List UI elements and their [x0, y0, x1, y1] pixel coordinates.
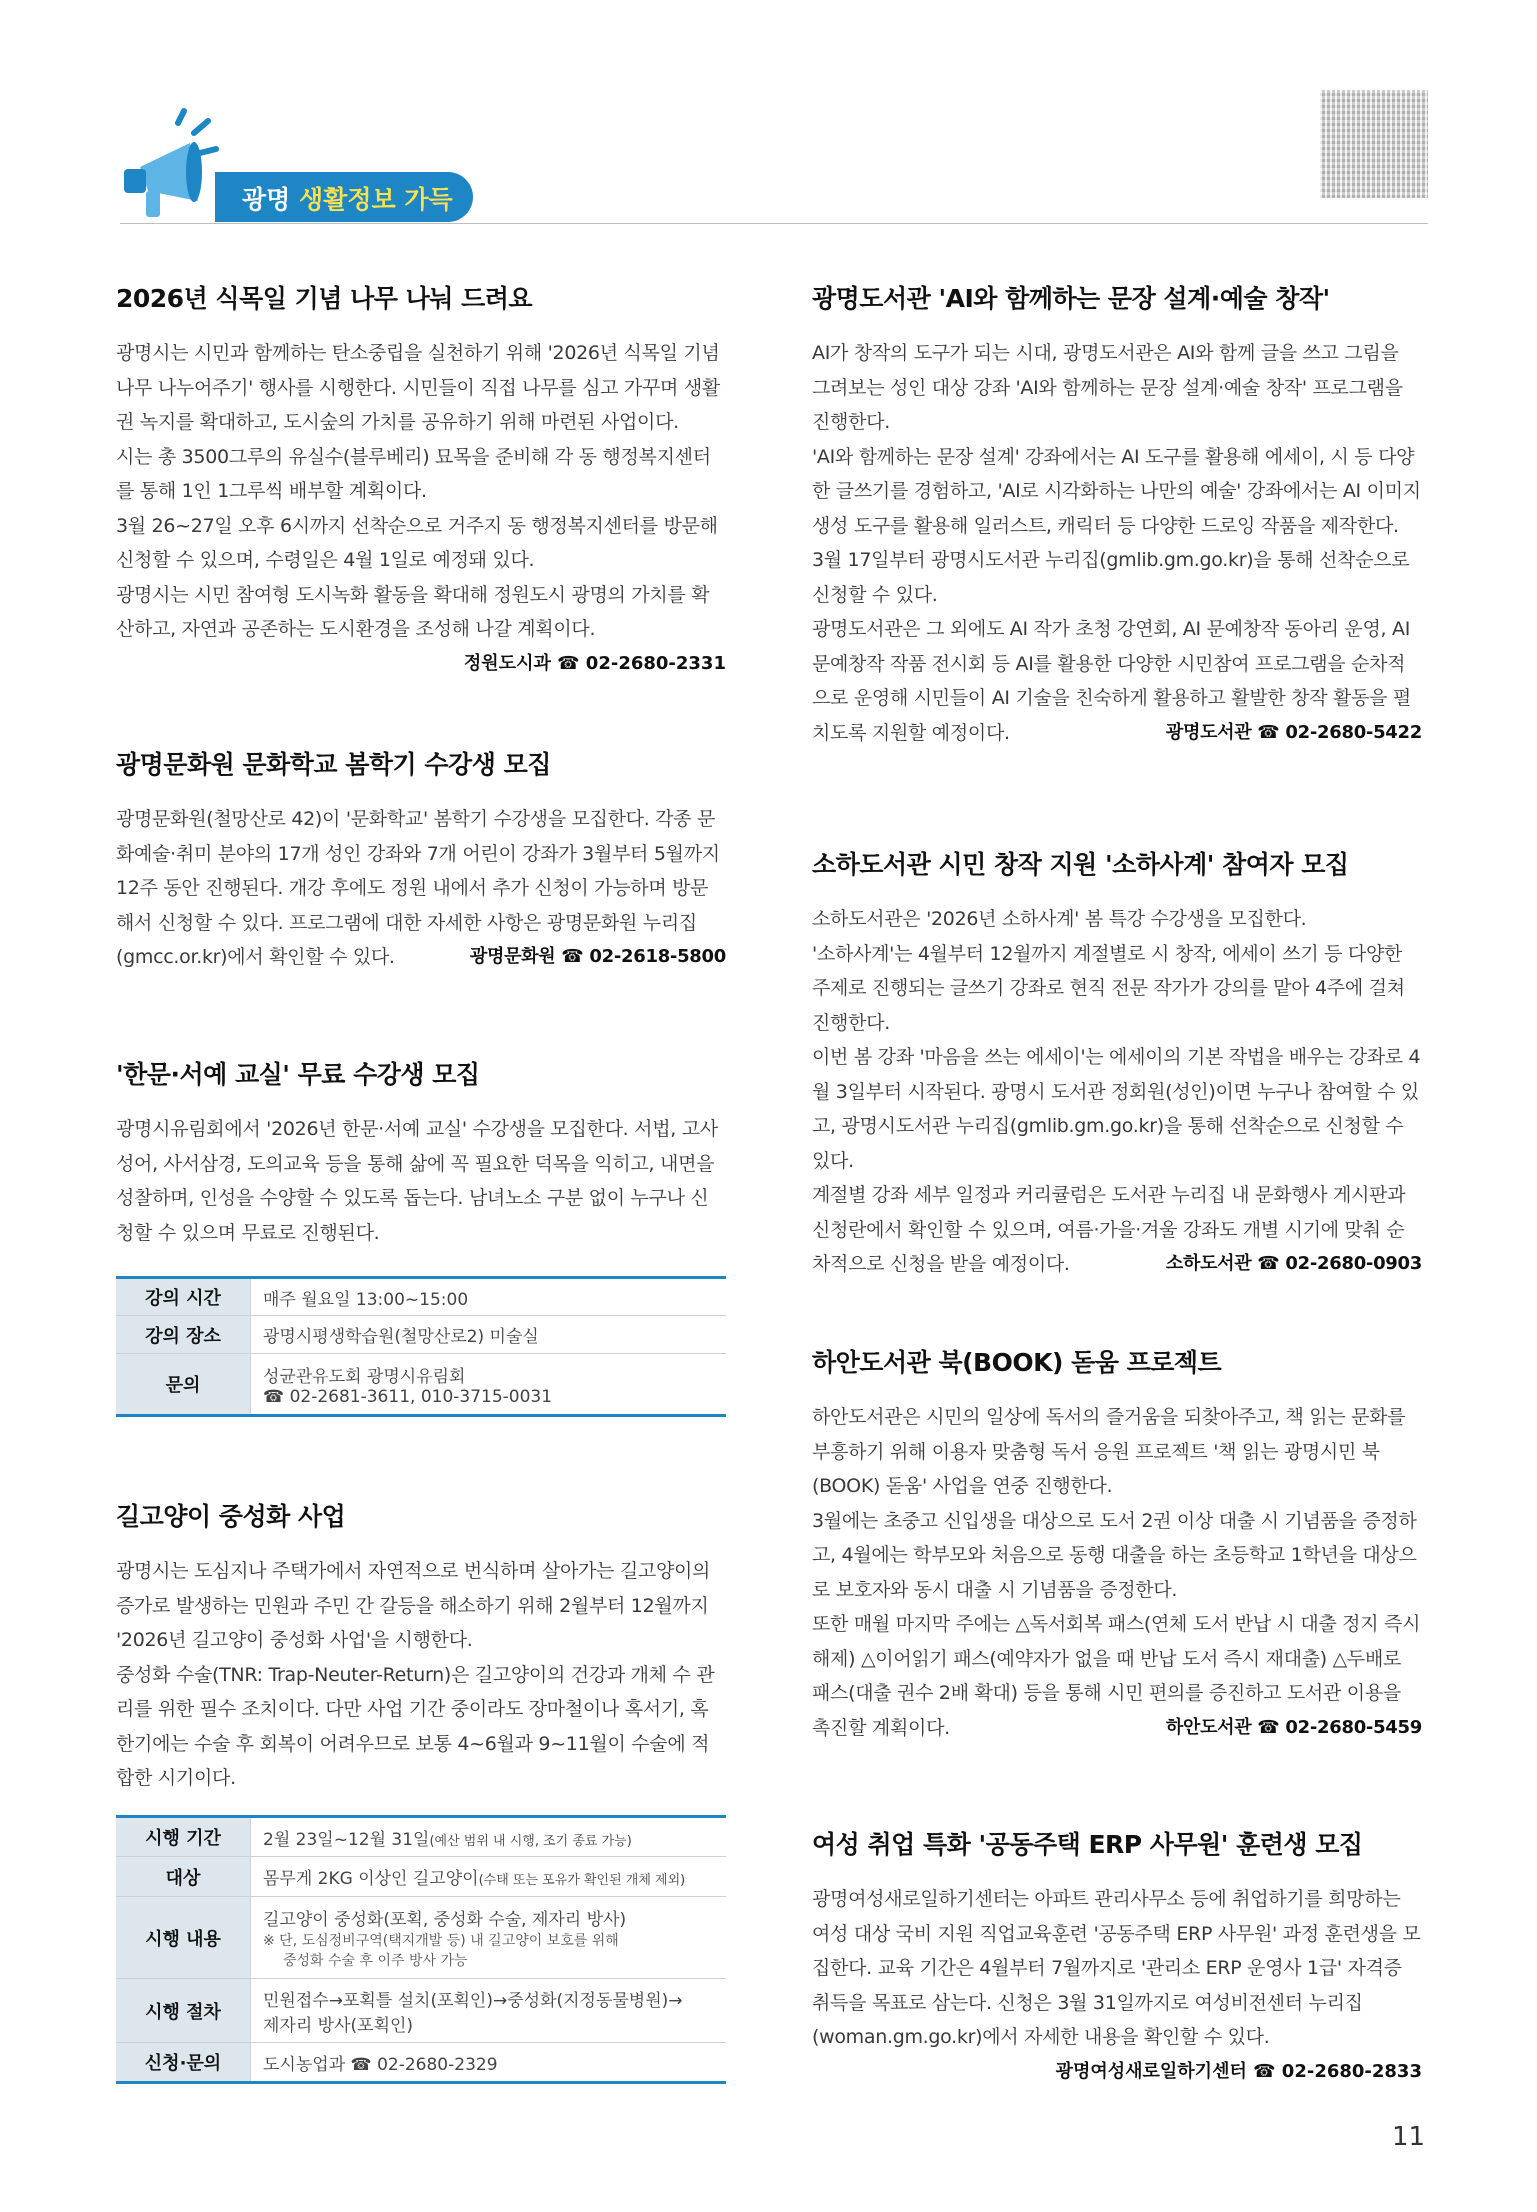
page-number: 11: [1392, 2122, 1426, 2152]
article-paragraph: 3월에는 초중고 신입생을 대상으로 도서 2권 이상 대출 시 기념품을 증정하고, 4월에는 학부모와 처음으로 동행 대출을 하는 초등학교 1학년을 대상으로 보호자와 동시 대출 시 기념품을 증정한다.: [812, 1509, 1417, 1601]
table-value-text: 2월 23일~12월 31일: [263, 1829, 430, 1850]
table-key: 강의 시간: [116, 1278, 251, 1316]
stray-cat-info-table: [116, 1815, 726, 2084]
article-paragraph: 광명시는 시민 참여형 도시녹화 활동을 확대해 정원도시 광명의 가치를 확산하고, 자연과 공존하는 도시환경을 조성해 나갈 계획이다.: [116, 583, 710, 640]
article-paragraph: 광명시유림회에서 '2026년 한문·서예 교실' 수강생을 모집한다. 서법, 고사성어, 사서삼경, 도의교육 등을 통해 삶에 꼭 필요한 덕목을 익히고, 내면을 성찰하며, 인성을 수양할 수 있도록 돕는다. 남녀노소 구분 없이 누구나 신청할 수 있으며 무료로 진행된다.: [116, 1118, 718, 1244]
table-value: [251, 1817, 727, 1857]
table-value-line: 성균관유도회 광명시유림회: [263, 1366, 466, 1387]
article-paragraph: 하안도서관은 시민의 일상에 독서의 즐거움을 되찾아주고, 책 읽는 문화를 부흥하기 위해 이용자 맞춤형 독서 응원 프로젝트 '책 읽는 광명시민 북(BOOK) 돋움' 사업을 연중 진행한다.: [812, 1406, 1406, 1497]
calligraphy-info-table: [116, 1276, 726, 1417]
article-paragraph: 3월 17일부터 광명시도서관 누리집(gmlib.gm.go.kr)을 통해 선착순으로 신청할 수 있다.: [812, 549, 1410, 606]
article-paragraph: 계절별 강좌 세부 일정과 커리큘럼은 도서관 누리집 내 문화행사 게시판과 신청란에서 확인할 수 있으며, 여름·가을·겨울 강좌도 개별 시기에 맞춰 순차적으로 신청을 받을 예정이다.: [812, 1184, 1406, 1275]
table-value-line: 길고양이 중성화(포획, 중성화 수술, 제자리 방사): [263, 1910, 627, 1930]
article-arbor-day: [116, 282, 726, 681]
table-value: [251, 1857, 727, 1897]
table-value: 도시농업과 ☎ 02-2680-2329: [251, 2043, 727, 2083]
header-divider: [120, 223, 1428, 224]
section-header: 광명 생활정보 가득: [242, 185, 453, 214]
table-value-line: 제자리 방사(포획인): [263, 2015, 414, 2036]
article-culture-school: [116, 748, 726, 975]
article-paragraph: 광명시는 시민과 함께하는 탄소중립을 실천하기 위해 '2026년 식목일 기념 나무 나누어주기' 행사를 시행한다. 시민들이 직접 나무를 심고 가꾸며 생활권 녹지를 확대하고, 도시숲의 가치를 공유하기 위해 마련된 사업이다.: [116, 342, 720, 433]
table-key: 시행 내용: [116, 1897, 251, 1979]
table-value: 광명시평생학습원(철망산로2) 미술실: [251, 1316, 727, 1354]
article-paragraph: 또한 매월 마지막 주에는 △독서회복 패스(연체 도서 반납 시 대출 정지 즉시 해제) △이어읽기 패스(예약자가 없을 때 반납 도서 즉시 재대출) △두배로 패스(대출 권수 2배 확대) 등을 통해 시민 편의를 증진하고 도서관 이용을 촉진할 계획이다.: [812, 1613, 1421, 1739]
contact-info: 정원도시과 ☎ 02-2680-2331: [463, 652, 726, 674]
article-paragraph: 3월 26~27일 오후 6시까지 선착순으로 거주지 동 행정복지센터를 방문해 신청할 수 있으며, 수령일은 4월 1일로 예정돼 있다.: [116, 514, 718, 571]
article-paragraph: AI가 창작의 도구가 되는 시대, 광명도서관은 AI와 함께 글을 쓰고 그림을 그려보는 성인 대상 강좌 'AI와 함께하는 문장 설계·예술 창작' 프로그램을 진행한다.: [812, 342, 1403, 433]
table-key: 문의: [116, 1354, 251, 1416]
article-title: '한문·서예 교실' 무료 수강생 모집: [116, 1060, 480, 1089]
article-paragraph: 광명문화원(철망산로 42)이 '문화학교' 봄학기 수강생을 모집한다. 각종 문화예술·취미 분야의 17개 성인 강좌와 7개 어린이 강좌가 3월부터 5월까지 12주 동안 진행된다. 개강 후에도 정원 내에서 추가 신청이 가능하며 방문해서 신청할 수 있다. 프로그램에 대한 자세한 사항은 광명문화원 누리집(gmcc.or.kr)에서 확인할 수 있다.: [116, 808, 720, 968]
article-soha-seasons: [812, 848, 1422, 1282]
article-paragraph: 시는 총 3500그루의 유실수(블루베리) 묘목을 준비해 각 동 행정복지센터를 통해 1인 1그루씩 배부할 계획이다.: [116, 445, 711, 502]
article-paragraph: 이번 봄 강좌 '마음을 쓰는 에세이'는 에세이의 기본 작법을 배우는 강좌로 4월 3일부터 시작된다. 광명시 도서관 정회원(성인)이면 누구나 참여할 수 있고, 광명시도서관 누리집(gmlib.gm.go.kr)을 통해 선착순으로 신청할 수 있다.: [812, 1046, 1421, 1172]
table-value: [251, 1897, 727, 1979]
article-title: 소하도서관 시민 창작 지원 '소하사계' 참여자 모집: [812, 850, 1349, 879]
article-title: 하안도서관 북(BOOK) 돋움 프로젝트: [812, 1348, 1222, 1377]
table-value-note: (수태 또는 포유가 확인된 개체 제외): [478, 1873, 686, 1888]
table-value-text: 몸무게 2KG 이상인 길고양이: [263, 1869, 479, 1889]
table-value-note: 중성화 수술 후 이주 방사 가능: [283, 1953, 468, 1969]
article-title: 광명도서관 'AI와 함께하는 문장 설계·예술 창작': [812, 284, 1330, 313]
article-stray-cats: [116, 1500, 726, 1796]
table-value: 매주 월요일 13:00~15:00: [251, 1278, 727, 1316]
table-value-note: ※ 단, 도심정비구역(택지개발 등) 내 길고양이 보호를 위해: [263, 1933, 619, 1949]
article-paragraph: 광명도서관은 그 외에도 AI 작가 초청 강연회, AI 문예창작 동아리 운영, AI 문예창작 작품 전시회 등 AI를 활용한 다양한 시민참여 프로그램을 순차적으로 운영해 시민들이 AI 기술을 친숙하게 활용하고 활발한 창작 활동을 펼치도록 지원할 예정이다.: [812, 618, 1411, 744]
article-paragraph: 중성화 수술(TNR: Trap-Neuter-Return)은 길고양이의 건강과 개체 수 관리를 위한 필수 조치이다. 다만 사업 기간 중이라도 장마철이나 혹서기, 혹한기에는 수술 후 회복이 어려우므로 보통 4~6월과 9~11월이 수술에 적합한 시기이다.: [116, 1663, 715, 1789]
article-paragraph: 소하도서관은 '2026년 소하사계' 봄 특강 수강생을 모집한다.: [812, 908, 1307, 930]
table-value: [251, 1354, 727, 1416]
table-key: 강의 장소: [116, 1316, 251, 1354]
contact-info: 광명여성새로일하기센터 ☎ 02-2680-2833: [1055, 2060, 1422, 2082]
table-key: 시행 기간: [116, 1817, 251, 1857]
contact-info: 하안도서관 ☎ 02-2680-5459: [1165, 1716, 1422, 1738]
article-paragraph: '소하사계'는 4월부터 12월까지 계절별로 시 창작, 에세이 쓰기 등 다양한 주제로 진행되는 글쓰기 강좌로 현직 전문 작가가 강의를 맡아 4주에 걸쳐 진행한다.: [812, 942, 1405, 1034]
contact-info: 광명도서관 ☎ 02-2680-5422: [1165, 721, 1422, 743]
table-value-note: (예산 범위 내 시행, 조기 종료 가능): [429, 1833, 632, 1849]
table-value-line: 민원접수→포획틀 설치(포획인)→중성화(지정동물병원)→: [263, 1990, 683, 2011]
article-book-project: [812, 1346, 1422, 1745]
article-paragraph: 광명여성새로일하기센터는 아파트 관리사무소 등에 취업하기를 희망하는 여성 대상 국비 지원 직업교육훈련 '공동주택 ERP 사무원' 과정 훈련생을 모집한다. 교육 기간은 4월부터 7월까지로 '관리소 ERP 운영사 1급' 자격증 취득을 목표로 삼는다. 신청은 3월 31일까지로 여성비전센터 누리집(woman.gm.go.kr)에서 자세한 내용을 확인할 수 있다.: [812, 1888, 1421, 2048]
article-title: 여성 취업 특화 '공동주택 ERP 사무원' 훈련생 모집: [812, 1830, 1363, 1859]
article-paragraph: 'AI와 함께하는 문장 설계' 강좌에서는 AI 도구를 활용해 에세이, 시 등 다양한 글쓰기를 경험하고, 'AI로 시각화하는 나만의 예술' 강좌에서는 AI 이미지 생성 도구를 활용해 일러스트, 캐릭터 등 다양한 드로잉 작품을 제작한다.: [812, 445, 1421, 537]
article-title: 길고양이 중성화 사업: [116, 1502, 346, 1531]
table-key: 신청·문의: [116, 2043, 251, 2083]
article-title: 광명문화원 문화학교 봄학기 수강생 모집: [116, 750, 551, 779]
table-key: 대상: [116, 1857, 251, 1897]
table-value: [251, 1979, 727, 2043]
qr-code-icon: [1320, 90, 1428, 198]
phone-number: ☎ 02-2681-3611, 010-3715-0031: [263, 1386, 553, 1407]
article-ai-writing: [812, 282, 1422, 750]
article-paragraph: 광명시는 도심지나 주택가에서 자연적으로 번식하며 살아가는 길고양이의 증가로 발생하는 민원과 주민 간 갈등을 해소하기 위해 2월부터 12월까지 '2026년 길고양이 중성화 사업'을 시행한다.: [116, 1560, 711, 1651]
contact-info: 광명문화원 ☎ 02-2618-5800: [469, 946, 726, 967]
table-key: 시행 절차: [116, 1979, 251, 2043]
article-calligraphy: [116, 1058, 726, 1250]
contact-info: 소하도서관 ☎ 02-2680-0903: [1165, 1253, 1422, 1274]
article-title: 2026년 식목일 기념 나무 나눠 드려요: [116, 284, 533, 313]
article-erp-training: [812, 1828, 1422, 2089]
